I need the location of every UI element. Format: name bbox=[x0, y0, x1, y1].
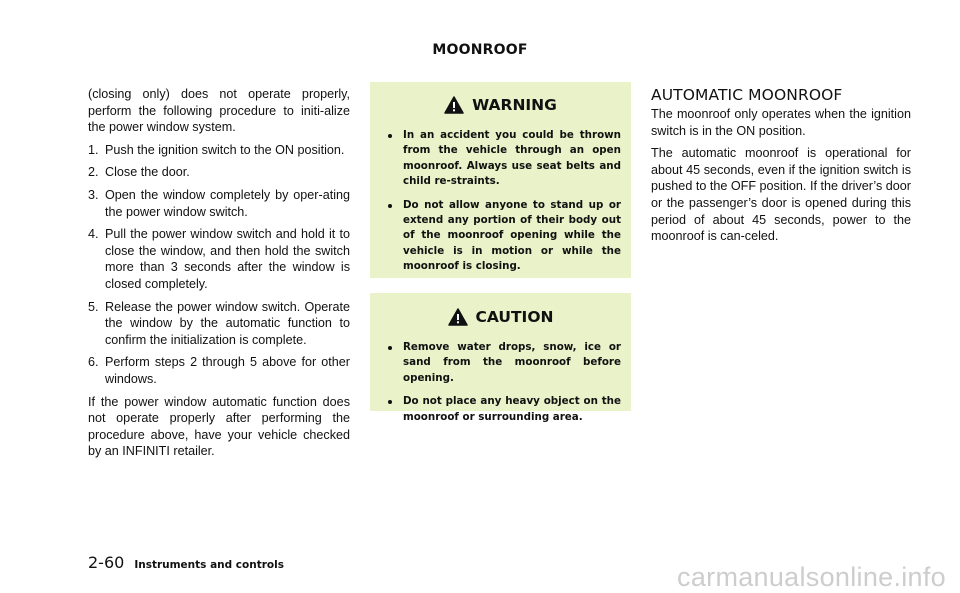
warning-title-row bbox=[370, 94, 631, 116]
step-number: 2. bbox=[88, 165, 99, 180]
step-item bbox=[88, 164, 350, 181]
warning-item: Do not allow anyone to stand up or extend any portion of their body out of the moonroof opening while the vehicle is in motion or while the moonroof is closing. bbox=[388, 198, 621, 275]
warning-triangle-icon bbox=[444, 96, 464, 114]
caution-title-row bbox=[370, 306, 631, 328]
closing-paragraph: If the power window automatic function does not operate properly after performing the procedure above, have your vehicle checked by an INFINITI retailer. bbox=[88, 394, 350, 459]
warning-title: WARNING bbox=[472, 96, 557, 114]
step-text: Push the ignition switch to the ON position. bbox=[105, 142, 345, 157]
step-item bbox=[88, 187, 350, 220]
step-text: Perform steps 2 through 5 above for other windows. bbox=[105, 355, 350, 386]
body-paragraph: The automatic moonroof is operational for about 45 seconds, even if the ignition switch is pushed to the OFF position. If the driver’s door or the passenger’s door is opened during this period of about 45 seconds, power to the moonroof is can-celed. bbox=[651, 146, 911, 244]
warning-box bbox=[370, 82, 631, 278]
intro-paragraph: (closing only) does not operate properly, perform the following procedure to initi-alize the power window system. bbox=[88, 87, 350, 135]
step-number: 6. bbox=[88, 355, 99, 370]
section-heading: AUTOMATIC MOONROOF bbox=[651, 86, 843, 104]
page-header-title: MOONROOF bbox=[432, 42, 528, 58]
step-text: Pull the power window switch and hold it to close the window, and then hold the switch more than 3 seconds after the window is closed completely. bbox=[105, 227, 350, 291]
step-item bbox=[88, 354, 350, 387]
step-number: 3. bbox=[88, 187, 99, 202]
right-column bbox=[651, 106, 911, 251]
step-item bbox=[88, 226, 350, 292]
step-item bbox=[88, 299, 350, 349]
step-text: Open the window completely by oper-ating the power window switch. bbox=[105, 187, 350, 219]
step-number: 1. bbox=[88, 142, 99, 157]
caution-item: Remove water drops, snow, ice or sand from the moonroof before opening. bbox=[388, 340, 621, 386]
caution-title: CAUTION bbox=[475, 308, 554, 326]
caution-box bbox=[370, 293, 631, 423]
body-paragraph: The moonroof only operates when the ignition switch is in the ON position. bbox=[651, 107, 911, 138]
page-number: 2-60 bbox=[88, 553, 125, 572]
page-footer bbox=[88, 553, 284, 572]
step-item bbox=[88, 142, 350, 159]
caution-item: Do not place any heavy object on the moonroof or surrounding area. bbox=[388, 394, 621, 425]
step-number: 4. bbox=[88, 227, 99, 242]
section-name: Instruments and controls bbox=[134, 559, 284, 571]
step-text: Release the power window switch. Operate the window by the automatic function to confirm the initialization is complete. bbox=[105, 299, 350, 347]
step-number: 5. bbox=[88, 299, 99, 314]
caution-list bbox=[388, 340, 621, 425]
step-text: Close the door. bbox=[105, 165, 190, 180]
left-column bbox=[88, 86, 350, 466]
watermark-text: carmanualsonline.info bbox=[677, 562, 946, 592]
warning-list bbox=[388, 128, 621, 275]
warning-triangle-icon bbox=[448, 308, 468, 326]
warning-item: In an accident you could be thrown from the vehicle through an open moonroof. Always use seat belts and child re-straints. bbox=[388, 128, 621, 190]
